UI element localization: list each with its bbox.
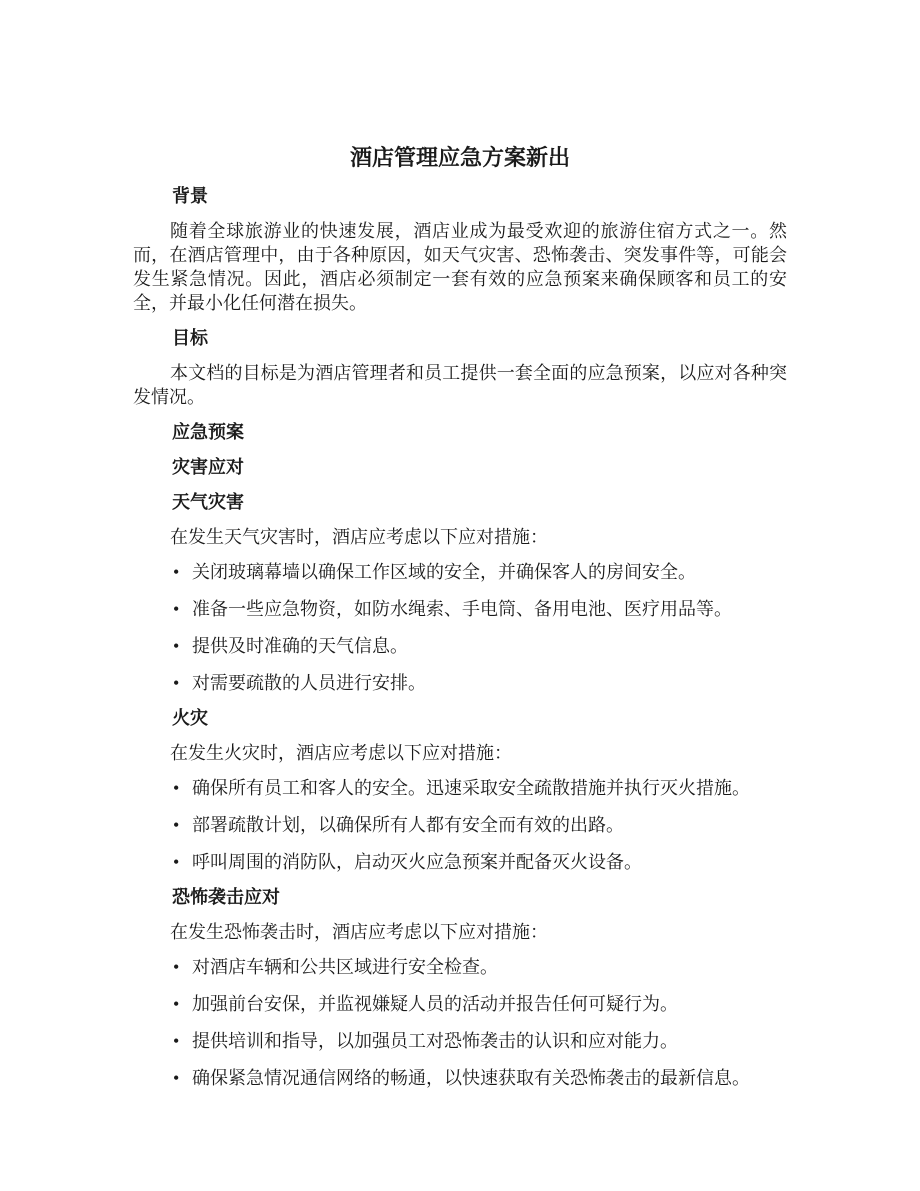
heading-emergency-plan: 应急预案 (172, 422, 244, 442)
list-item-text: 确保所有员工和客人的安全。迅速采取安全疏散措施并执行灭火措施。 (192, 778, 750, 798)
list-item (173, 850, 787, 874)
heading-weather-disaster: 天气灾害 (172, 492, 244, 512)
list-item (173, 1029, 787, 1053)
list-item-text: 加强前台安保，并监视嫌疑人员的活动并报告任何可疑行为。 (192, 994, 678, 1014)
list-item (173, 992, 787, 1016)
bullet-icon: • (173, 636, 180, 656)
bullet-icon: • (173, 778, 180, 798)
paragraph-goal: 本文档的目标是为酒店管理者和员工提供一套全面的应急预案，以应对各种突发情况。 (133, 363, 787, 407)
terror-measures-list (133, 955, 787, 1090)
heading-background: 背景 (172, 186, 208, 206)
weather-measures-list (133, 560, 787, 695)
heading-terror-response: 恐怖袭击应对 (172, 887, 280, 907)
bullet-icon: • (173, 562, 180, 582)
list-item-text: 准备一些应急物资，如防水绳索、手电筒、备用电池、医疗用品等。 (192, 599, 732, 619)
paragraph-fire-intro: 在发生火灾时，酒店应考虑以下应对措施： (170, 743, 512, 763)
list-item (173, 597, 787, 621)
list-item-text: 部署疏散计划，以确保所有人都有安全而有效的出路。 (192, 815, 624, 835)
list-item (173, 634, 787, 658)
bullet-icon: • (173, 1031, 180, 1051)
page-title: 酒店管理应急方案新出 (349, 145, 570, 170)
paragraph-terror-intro: 在发生恐怖袭击时，酒店应考虑以下应对措施： (170, 922, 548, 942)
list-item (173, 813, 787, 837)
bullet-icon: • (173, 815, 180, 835)
paragraph-background: 随着全球旅游业的快速发展，酒店业成为最受欢迎的旅游住宿方式之一。然而，在酒店管理中，由于各种原因，如天气灾害、恐怖袭击、突发事件等，可能会发生紧急情况。因此，酒店必须制定一套有效的应急预案来确保顾客和员工的安全，并最小化任何潜在损失。 (133, 221, 787, 313)
heading-fire: 火灾 (172, 708, 208, 728)
bullet-icon: • (173, 994, 180, 1014)
list-item-text: 呼叫周围的消防队，启动灭火应急预案并配备灭火设备。 (192, 852, 642, 872)
list-item-text: 对酒店车辆和公共区域进行安全检查。 (192, 957, 498, 977)
fire-measures-list (133, 776, 787, 874)
bullet-icon: • (173, 957, 180, 977)
list-item (173, 1066, 787, 1090)
heading-disaster-response: 灾害应对 (172, 457, 244, 477)
list-item (173, 671, 787, 695)
list-item-text: 提供培训和指导，以加强员工对恐怖袭击的认识和应对能力。 (192, 1031, 678, 1051)
list-item-text: 提供及时准确的天气信息。 (192, 636, 408, 656)
list-item (173, 776, 787, 800)
list-item-text: 确保紧急情况通信网络的畅通，以快速获取有关恐怖袭击的最新信息。 (192, 1068, 750, 1088)
bullet-icon: • (173, 1068, 180, 1088)
list-item-text: 对需要疏散的人员进行安排。 (192, 673, 426, 693)
list-item (173, 560, 787, 584)
bullet-icon: • (173, 599, 180, 619)
list-item (173, 955, 787, 979)
bullet-icon: • (173, 673, 180, 693)
heading-goal: 目标 (172, 328, 208, 348)
list-item-text: 关闭玻璃幕墙以确保工作区域的安全，并确保客人的房间安全。 (192, 562, 696, 582)
bullet-icon: • (173, 852, 180, 872)
paragraph-weather-intro: 在发生天气灾害时，酒店应考虑以下应对措施： (170, 527, 548, 547)
